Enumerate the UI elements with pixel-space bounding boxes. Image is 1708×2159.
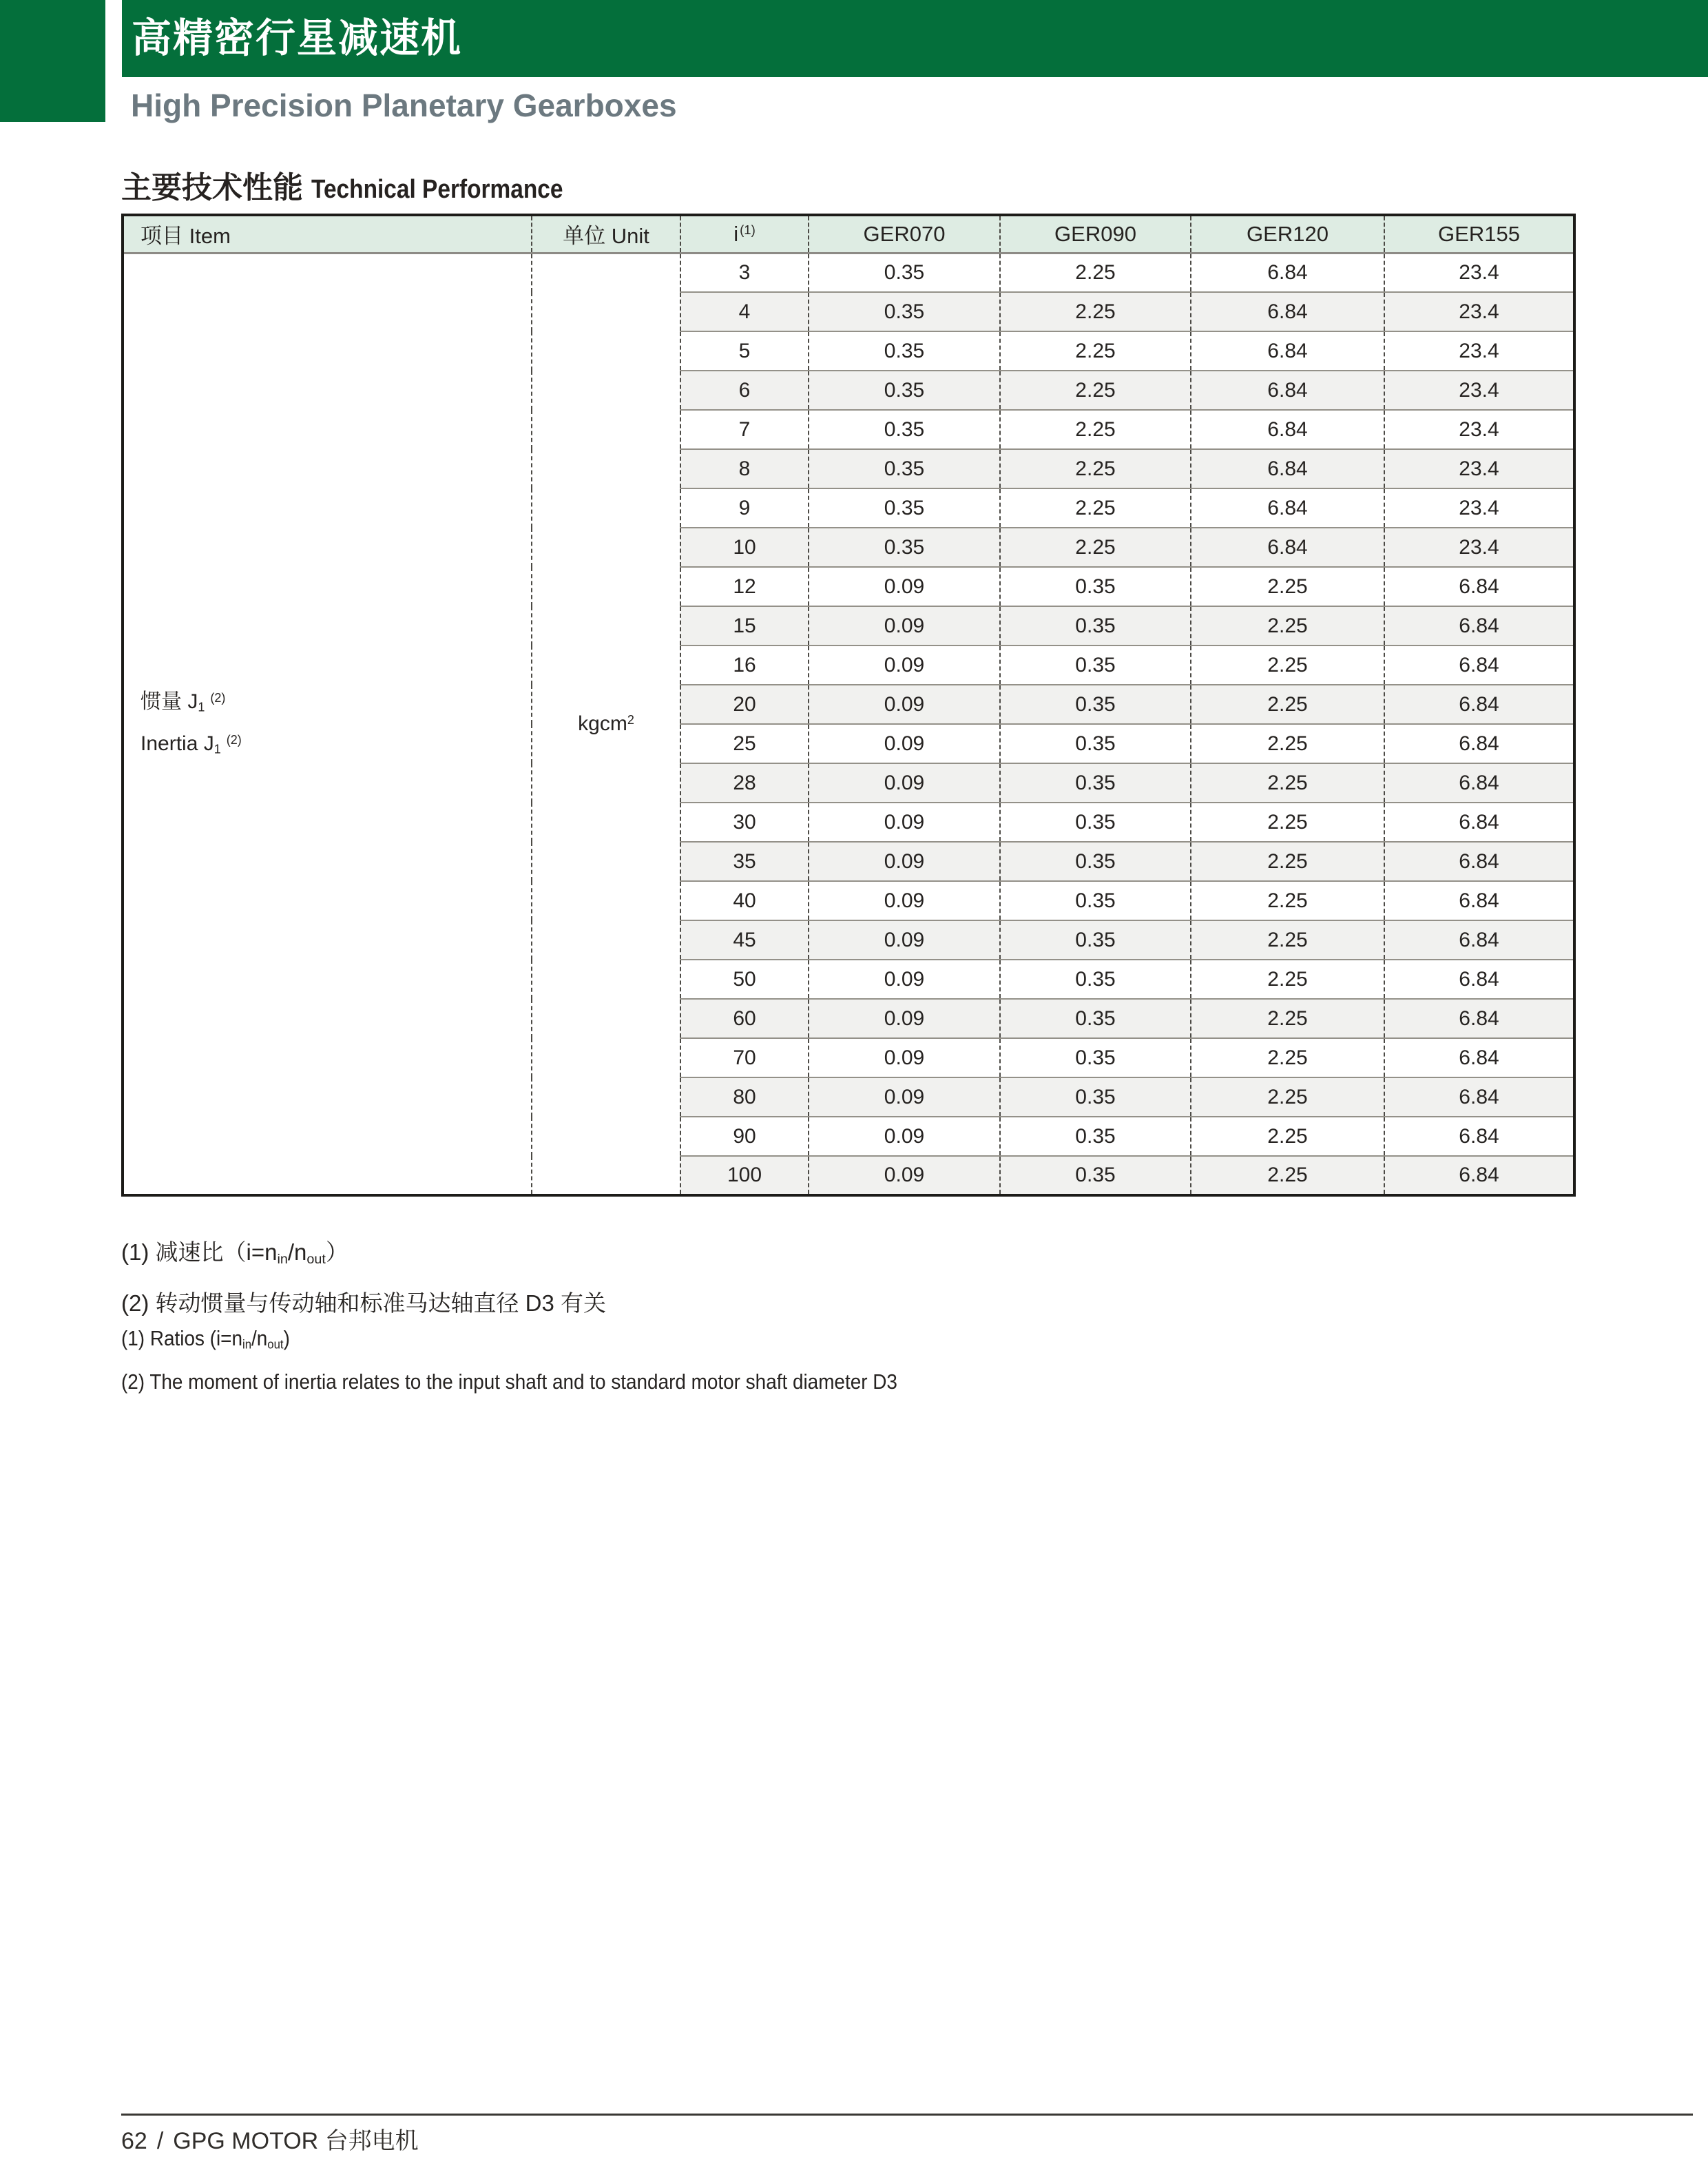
value-cell: 2.25 — [1000, 292, 1191, 331]
ratio-cell: 15 — [680, 606, 809, 645]
value-cell: 6.84 — [1191, 528, 1384, 567]
value-cell: 0.09 — [809, 1156, 1000, 1195]
value-cell: 2.25 — [1000, 528, 1191, 567]
value-cell: 23.4 — [1384, 253, 1574, 292]
value-cell: 0.09 — [809, 999, 1000, 1038]
col-header-model: GER120 — [1191, 215, 1384, 253]
value-cell: 2.25 — [1000, 410, 1191, 449]
ratio-cell: 12 — [680, 567, 809, 606]
value-cell: 6.84 — [1384, 645, 1574, 685]
ratio-cell: 90 — [680, 1117, 809, 1156]
value-cell: 0.35 — [809, 292, 1000, 331]
item-label-cn: 惯量 $J_1^{(2)}$ — [140, 690, 226, 714]
value-cell: 0.09 — [809, 1077, 1000, 1117]
item-cell — [123, 253, 532, 1195]
footer-rule — [121, 2114, 1693, 2116]
ratio-cell: 35 — [680, 842, 809, 881]
value-cell: 6.84 — [1191, 371, 1384, 410]
value-cell: 0.09 — [809, 724, 1000, 763]
value-cell: 0.35 — [809, 528, 1000, 567]
value-cell: 0.09 — [809, 803, 1000, 842]
value-cell: 23.4 — [1384, 528, 1574, 567]
value-cell: 6.84 — [1384, 842, 1574, 881]
value-cell: 2.25 — [1191, 763, 1384, 803]
value-cell: 6.84 — [1384, 803, 1574, 842]
value-cell: 6.84 — [1384, 724, 1574, 763]
value-cell: 23.4 — [1384, 371, 1574, 410]
value-cell: 0.35 — [809, 449, 1000, 488]
ratio-cell: 9 — [680, 488, 809, 528]
value-cell: 0.09 — [809, 960, 1000, 999]
value-cell: 2.25 — [1191, 960, 1384, 999]
value-cell: 0.35 — [1000, 960, 1191, 999]
item-label-en: Inertia $J_1^{(2)}$ — [140, 732, 242, 756]
value-cell: 0.35 — [1000, 1156, 1191, 1195]
value-cell: 6.84 — [1384, 920, 1574, 960]
value-cell: 2.25 — [1191, 1077, 1384, 1117]
ratio-cell: 5 — [680, 331, 809, 371]
header-bar — [122, 0, 1708, 77]
value-cell: 0.35 — [1000, 685, 1191, 724]
table-body — [123, 253, 1574, 1195]
section-title-en: Technical Performance — [311, 175, 563, 204]
brand-corner-strip — [0, 0, 105, 122]
value-cell: 0.09 — [809, 645, 1000, 685]
ratio-cell: 8 — [680, 449, 809, 488]
footnote-cn-1: (1) 减速比$(i=n_{in}/n_{out})$ — [121, 1239, 348, 1267]
table-row — [123, 253, 1574, 292]
value-cell: 2.25 — [1000, 449, 1191, 488]
ratio-cell: 7 — [680, 410, 809, 449]
value-cell: 6.84 — [1384, 606, 1574, 645]
ratio-cell: 16 — [680, 645, 809, 685]
ratio-cell: 50 — [680, 960, 809, 999]
value-cell: 2.25 — [1191, 645, 1384, 685]
page-title: 高精密行星减速机 — [132, 16, 463, 61]
ratio-cell: 70 — [680, 1038, 809, 1077]
ratio-cell: 6 — [680, 371, 809, 410]
value-cell: 0.09 — [809, 606, 1000, 645]
value-cell: 0.35 — [1000, 999, 1191, 1038]
value-cell: 0.09 — [809, 567, 1000, 606]
value-cell: 0.35 — [809, 488, 1000, 528]
value-cell: 0.35 — [809, 371, 1000, 410]
value-cell: 0.35 — [809, 410, 1000, 449]
value-cell: 0.09 — [809, 1117, 1000, 1156]
value-cell: 23.4 — [1384, 488, 1574, 528]
ratio-cell: 28 — [680, 763, 809, 803]
value-cell: 6.84 — [1191, 449, 1384, 488]
ratio-cell: 45 — [680, 920, 809, 960]
footnote-cn-2: (2) 转动惯量与传动轴和标准马达轴直径 D3 有关 — [121, 1290, 607, 1316]
footnotes-cn — [121, 1230, 606, 1325]
value-cell: 2.25 — [1000, 488, 1191, 528]
value-cell: 0.35 — [809, 331, 1000, 371]
value-cell: 6.84 — [1384, 1038, 1574, 1077]
value-cell: 6.84 — [1191, 292, 1384, 331]
value-cell: 2.25 — [1000, 253, 1191, 292]
value-cell: 2.25 — [1191, 842, 1384, 881]
ratio-cell: 100 — [680, 1156, 809, 1195]
value-cell: 6.84 — [1384, 960, 1574, 999]
col-header-unit: 单位 Unit — [532, 215, 680, 253]
value-cell: 2.25 — [1191, 920, 1384, 960]
page-number: 62 — [121, 2128, 147, 2154]
value-cell: 0.35 — [1000, 1117, 1191, 1156]
value-cell: 6.84 — [1191, 488, 1384, 528]
value-cell: 0.09 — [809, 881, 1000, 920]
value-cell: 6.84 — [1191, 331, 1384, 371]
footer-brand: GPG MOTOR 台邦电机 — [173, 2128, 419, 2154]
footnotes-en — [121, 1320, 983, 1401]
value-cell: 2.25 — [1191, 724, 1384, 763]
ratio-cell: 3 — [680, 253, 809, 292]
value-cell: 6.84 — [1191, 253, 1384, 292]
value-cell: 0.35 — [1000, 724, 1191, 763]
col-header-ratio: i $^{(1)}$ — [680, 215, 809, 253]
value-cell: 0.35 — [1000, 606, 1191, 645]
value-cell: 0.35 — [1000, 645, 1191, 685]
value-cell: 2.25 — [1191, 1156, 1384, 1195]
value-cell: 6.84 — [1384, 999, 1574, 1038]
value-cell: 6.84 — [1384, 1156, 1574, 1195]
value-cell: 0.35 — [1000, 1077, 1191, 1117]
value-cell: 0.35 — [1000, 842, 1191, 881]
page-footer — [121, 2122, 419, 2156]
ratio-cell: 20 — [680, 685, 809, 724]
value-cell: 2.25 — [1000, 371, 1191, 410]
value-cell: 2.25 — [1191, 1117, 1384, 1156]
value-cell: 0.09 — [809, 685, 1000, 724]
value-cell: 0.35 — [1000, 881, 1191, 920]
value-cell: 2.25 — [1191, 999, 1384, 1038]
page-subtitle: High Precision Planetary Gearboxes — [131, 87, 677, 123]
value-cell: 0.09 — [809, 763, 1000, 803]
value-cell: 2.25 — [1191, 567, 1384, 606]
value-cell: 0.09 — [809, 1038, 1000, 1077]
value-cell: 23.4 — [1384, 410, 1574, 449]
value-cell: 0.35 — [809, 253, 1000, 292]
value-cell: 2.25 — [1191, 881, 1384, 920]
value-cell: 23.4 — [1384, 331, 1574, 371]
value-cell: 0.35 — [1000, 1038, 1191, 1077]
value-cell: 0.35 — [1000, 920, 1191, 960]
value-cell: 0.35 — [1000, 567, 1191, 606]
value-cell: 6.84 — [1384, 881, 1574, 920]
ratio-cell: 25 — [680, 724, 809, 763]
value-cell: 2.25 — [1191, 1038, 1384, 1077]
value-cell: 6.84 — [1384, 567, 1574, 606]
footer-separator: / — [156, 2128, 164, 2154]
value-cell: 0.35 — [1000, 763, 1191, 803]
ratio-cell: 80 — [680, 1077, 809, 1117]
col-header-model: GER070 — [809, 215, 1000, 253]
ratio-cell: 4 — [680, 292, 809, 331]
value-cell: 0.09 — [809, 842, 1000, 881]
unit-cell: kgcm$^2$ — [532, 253, 680, 1195]
value-cell: 0.09 — [809, 920, 1000, 960]
value-cell: 23.4 — [1384, 449, 1574, 488]
value-cell: 6.84 — [1191, 410, 1384, 449]
ratio-cell: 40 — [680, 881, 809, 920]
footnote-en-2: (2) The moment of inertia relates to the input shaft and to standard motor shaft diameter D3 — [121, 1369, 897, 1394]
table-header-row — [123, 215, 1574, 253]
col-header-item: 项目 Item — [123, 215, 532, 253]
section-title-cn: 主要技术性能 — [121, 171, 303, 205]
value-cell: 2.25 — [1191, 685, 1384, 724]
value-cell: 0.35 — [1000, 803, 1191, 842]
value-cell: 6.84 — [1384, 1077, 1574, 1117]
footnote-en-1: (1) Ratios $(i=n_{in}/n_{out})$ — [121, 1326, 290, 1352]
performance-table — [121, 214, 1576, 1197]
ratio-cell: 30 — [680, 803, 809, 842]
ratio-cell: 60 — [680, 999, 809, 1038]
value-cell: 6.84 — [1384, 763, 1574, 803]
value-cell: 23.4 — [1384, 292, 1574, 331]
value-cell: 2.25 — [1000, 331, 1191, 371]
section-title — [121, 163, 597, 207]
value-cell: 6.84 — [1384, 685, 1574, 724]
ratio-cell: 10 — [680, 528, 809, 567]
value-cell: 2.25 — [1191, 606, 1384, 645]
value-cell: 2.25 — [1191, 803, 1384, 842]
col-header-model: GER155 — [1384, 215, 1574, 253]
value-cell: 6.84 — [1384, 1117, 1574, 1156]
col-header-model: GER090 — [1000, 215, 1191, 253]
